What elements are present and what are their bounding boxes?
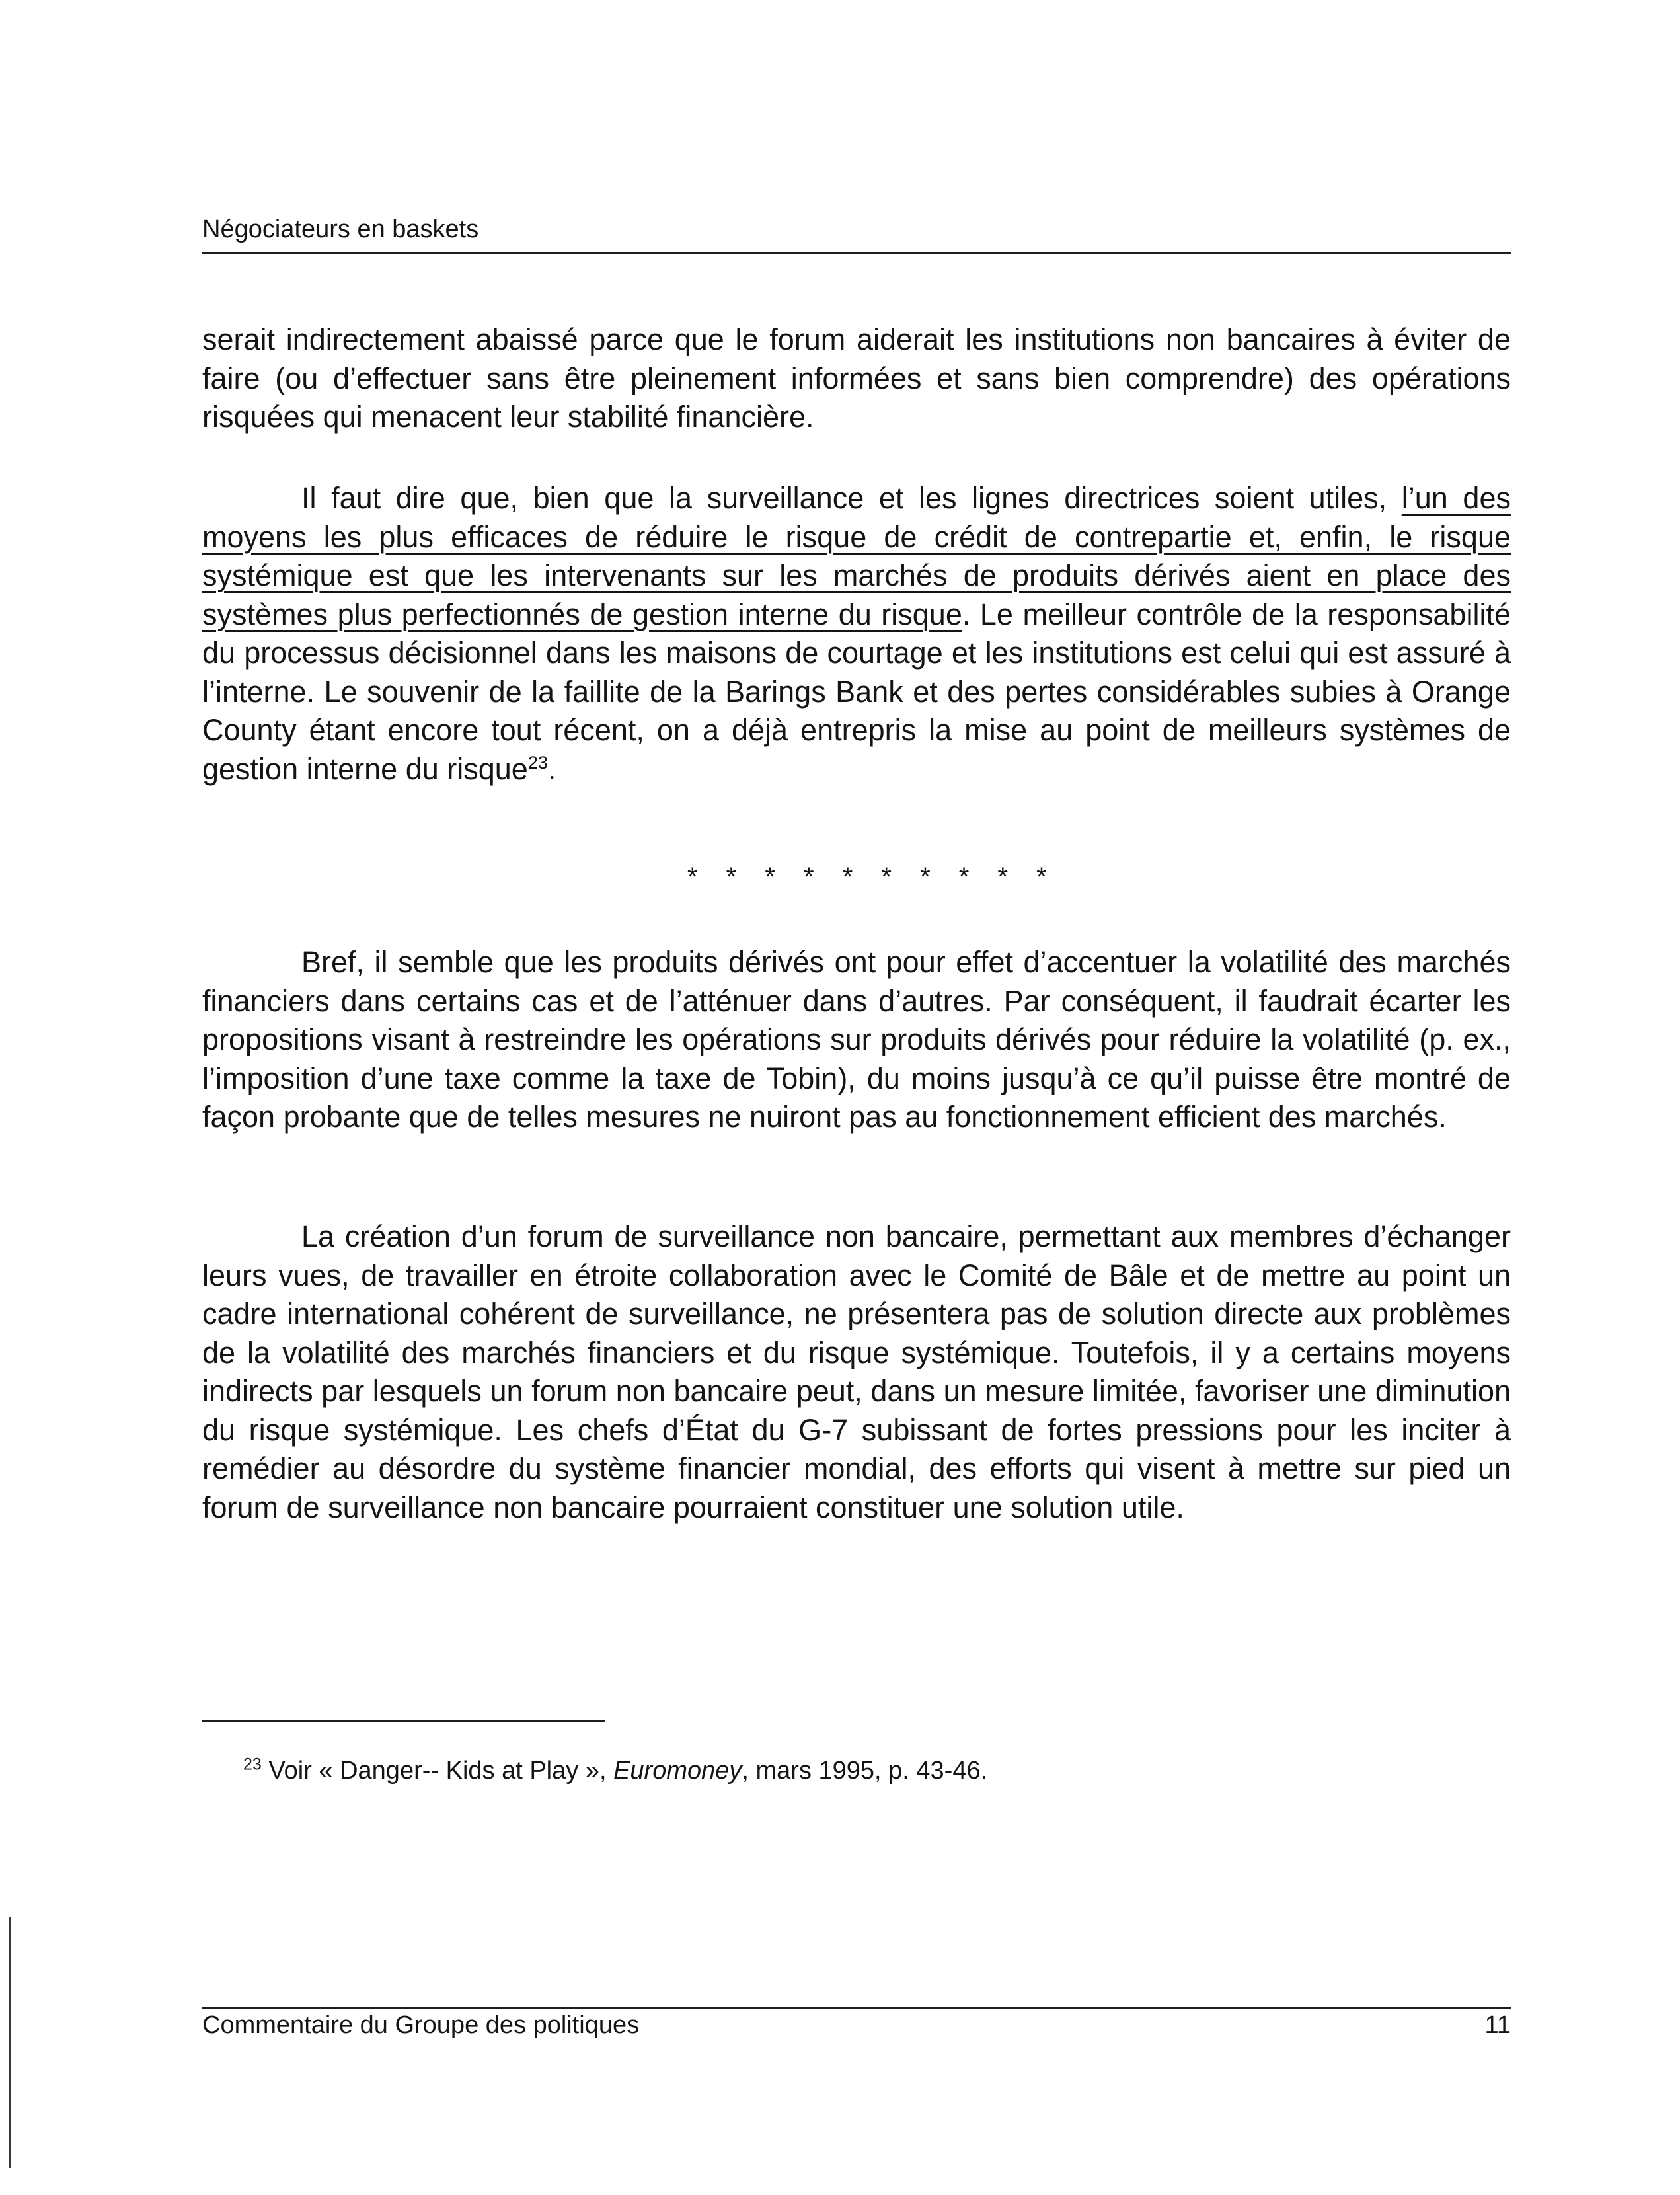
footnote-number: 23	[243, 1755, 262, 1774]
paragraph-2-underlined: l’un des moyens les plus efficaces de réduire le risque de crédit de contrepartie et, enfin, le risque systémique est que les intervenants sur les marchés de produits dérivés aient en place des systèmes plus perfectionnés de gestion interne du risque	[202, 481, 1511, 631]
footnote-journal: Euromoney	[613, 1757, 742, 1785]
paragraph-3	[202, 943, 1511, 1137]
paragraph-2-rest: . Le meilleur contrôle de la responsabilité du processus décisionnel dans les maisons de courtage et les institutions est celui qui est assuré à l’interne. Le souvenir de la faillite de la Barings Bank et des pertes considérables subies à Orange County étant encore tout récent, on a déjà entrepris la mise au point de meilleurs systèmes de gestion interne du risque	[202, 597, 1511, 786]
footnote-ref-23: 23	[527, 752, 548, 773]
page-number: 11	[1484, 2011, 1511, 2039]
running-header: Négociateurs en baskets	[202, 215, 479, 243]
paragraph-1-text: serait indirectement abaissé parce que le forum aiderait les institutions non bancaires à éviter de faire (ou d’effectuer sans être pleinement informées et sans bien comprendre) des opérations risquées qui menacent leur stabilité financière.	[202, 323, 1511, 434]
paragraph-1	[202, 321, 1511, 437]
section-separator: * * * * * * * * * *	[687, 863, 1057, 892]
footnote-rule	[202, 1720, 605, 1722]
paragraph-3-text: Bref, il semble que les produits dérivés ont pour effet d’accentuer la volatilité des marchés financiers dans certains cas et de l’atténuer dans d’autres. Par conséquent, il faudrait écarter les propositions visant à restreindre les opérations sur produits dérivés pour réduire la volatilité (p. ex., l’imposition d’une taxe comme la taxe de Tobin), du moins jusqu’à ce qu’il puisse être montré de façon probante que de telles mesures ne nuiront pas au fonctionnement efficient des marchés.	[202, 945, 1511, 1134]
paragraph-2-lead: Il faut dire que, bien que la surveillance et les lignes directrices soient utiles,	[301, 481, 1402, 515]
paragraph-4	[202, 1217, 1511, 1527]
footer-publication: Commentaire du Groupe des politiques	[202, 2011, 640, 2039]
paragraph-2	[202, 479, 1511, 789]
scan-margin-mark	[9, 1917, 11, 2168]
paragraph-2-end: .	[547, 751, 556, 786]
paragraph-4-text: La création d’un forum de surveillance non bancaire, permettant aux membres d’échanger leurs vues, de travailler en étroite collaboration avec le Comité de Bâle et de mettre au point un cadre international cohérent de surveillance, ne présentera pas de solution directe aux problèmes de la volatilité des marchés financiers et du risque systémique. Toutefois, il y a certains moyens indirects par lesquels un forum non bancaire peut, dans un mesure limitée, favoriser une diminution du risque systémique. Les chefs d’État du G-7 subissant de fortes pressions pour les inciter à remédier au désordre du système financier mondial, des efforts qui visent à mettre sur pied un forum de surveillance non bancaire pourraient constituer une solution utile.	[202, 1219, 1511, 1524]
footnote-23: $^{23}$ Voir « Danger-- Kids at Play », Euromoney, mars 1995, p. 43-46.	[243, 1755, 988, 1785]
header-rule	[202, 252, 1511, 254]
footer-rule	[202, 2007, 1511, 2009]
